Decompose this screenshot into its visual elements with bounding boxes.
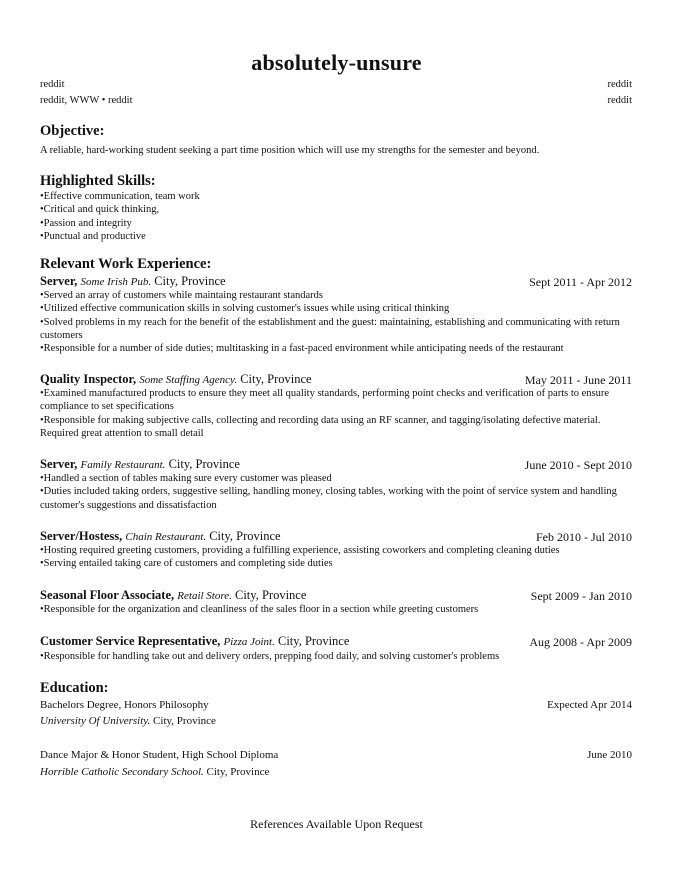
job-location: City, Province (209, 529, 281, 543)
job-company: Some Staffing Agency. (139, 374, 238, 386)
experience-heading: Relevant Work Experience: (40, 256, 212, 272)
job-title-line (40, 634, 349, 649)
contact-left (40, 77, 133, 109)
job-bullet: •Handled a section of tables making sure every customer was pleased (40, 473, 332, 484)
job-dates: Feb 2010 - Jul 2010 (536, 530, 632, 544)
job-location: City, Province (168, 457, 240, 471)
education-school: University Of University. (40, 715, 151, 727)
job-title-line (40, 274, 226, 289)
job-bullet: •Responsible for the organization and cleanliness of the sales floor in a section while greeting customers (40, 604, 479, 615)
education-heading: Education: (40, 680, 109, 696)
job-title: Seasonal Floor Associate, (40, 588, 175, 602)
job-location: City, Province (235, 588, 307, 602)
objective-text: A reliable, hard-working student seeking a part time position which will use my strengths for the semester and beyond. (40, 145, 540, 156)
education-school-line (40, 766, 269, 778)
education-degree: Bachelors Degree, Honors Philosophy (40, 699, 209, 711)
job-title: Quality Inspector, (40, 372, 137, 386)
job-title-line (40, 372, 312, 387)
contact-line: reddit (40, 79, 65, 90)
job-bullet: •Served an array of customers while maintaing restaurant standards (40, 290, 323, 301)
job-bullets (40, 472, 635, 512)
education-date: June 2010 (587, 749, 632, 761)
job-title-line (40, 529, 281, 544)
contact-line: reddit, WWW • reddit (40, 95, 133, 106)
skill-item: •Passion and integrity (40, 217, 132, 229)
job-bullets (40, 387, 635, 440)
job-bullet: •Examined manufactured products to ensure they meet all quality standards, performing point checks and verification of parts to ensure compliance to set specifications (40, 388, 610, 413)
contact-line: reddit (607, 79, 632, 90)
job-company: Pizza Joint. (223, 636, 275, 648)
skills-list (40, 190, 635, 243)
job-location: City, Province (154, 274, 226, 288)
job-dates: May 2011 - June 2011 (524, 373, 632, 387)
education-location: City, Province (206, 766, 270, 778)
job-dates: Aug 2008 - Apr 2009 (529, 635, 632, 649)
job-bullets (40, 544, 635, 571)
job-dates: Sept 2009 - Jan 2010 (530, 589, 632, 603)
job-bullet: •Responsible for handling take out and delivery orders, prepping food daily, and solving customer's problems (40, 651, 500, 662)
job-bullets (40, 289, 635, 355)
job-dates: Sept 2011 - Apr 2012 (529, 275, 632, 289)
contact-line: reddit (607, 95, 632, 106)
education-degree: Dance Major & Honor Student, High School Diploma (40, 749, 279, 761)
education-school-line (40, 715, 216, 727)
skill-item: •Punctual and productive (40, 230, 146, 242)
skill-item: •Effective communication, team work (40, 191, 200, 202)
education-location: City, Province (153, 715, 216, 727)
job-bullets (40, 603, 635, 616)
job-bullet: •Hosting required greeting customers, providing a fulfilling experience, assisting coworkers and completing cleaning duties (40, 545, 560, 556)
education-date: Expected Apr 2014 (547, 699, 632, 711)
job-title-line (40, 457, 240, 472)
job-bullet: •Utilized effective communication skills in solving customer's issues while using critical thinking (40, 303, 450, 315)
job-company: Some Irish Pub. (80, 276, 152, 288)
job-company: Family Restaurant. (80, 459, 166, 471)
objective-heading: Objective: (40, 123, 105, 139)
skill-item: •Critical and quick thinking, (40, 204, 160, 216)
job-dates: June 2010 - Sept 2010 (524, 458, 632, 472)
job-bullet: •Serving entailed taking care of customers and completing side duties (40, 558, 333, 570)
skills-heading: Highlighted Skills: (40, 173, 156, 189)
job-bullet: •Duties included taking orders, suggestive selling, handling money, closing tables, working with the point of service system and handling customer's suggestions and dissatisfaction (40, 486, 617, 511)
job-company: Chain Restaurant. (125, 531, 207, 543)
references-note: References Available Upon Request (250, 817, 423, 831)
job-title: Server/Hostess, (40, 529, 123, 543)
job-title: Server, (40, 457, 78, 471)
education-school: Horrible Catholic Secondary School. (40, 766, 204, 778)
job-bullet: •Responsible for making subjective calls, collecting and recording data using an RF scanner, and tagging/isolating defective material. Required great attention to small detail (40, 414, 601, 439)
job-title: Server, (40, 274, 78, 288)
contact-right (608, 77, 633, 109)
resume-name: absolutely-unsure (251, 50, 422, 75)
job-location: City, Province (240, 372, 312, 386)
job-company: Retail Store. (177, 590, 232, 602)
job-bullet: •Solved problems in my reach for the benefit of the establishment and the guest: maintaining, establishing and communicating with return customers (40, 316, 620, 341)
job-bullet: •Responsible for a number of side duties; multitasking in a fast-paced environment while anticipating needs of the restaurant (40, 343, 564, 355)
job-title: Customer Service Representative, (40, 634, 221, 648)
job-bullets (40, 650, 635, 663)
job-location: City, Province (277, 634, 350, 648)
job-title-line (40, 588, 306, 603)
